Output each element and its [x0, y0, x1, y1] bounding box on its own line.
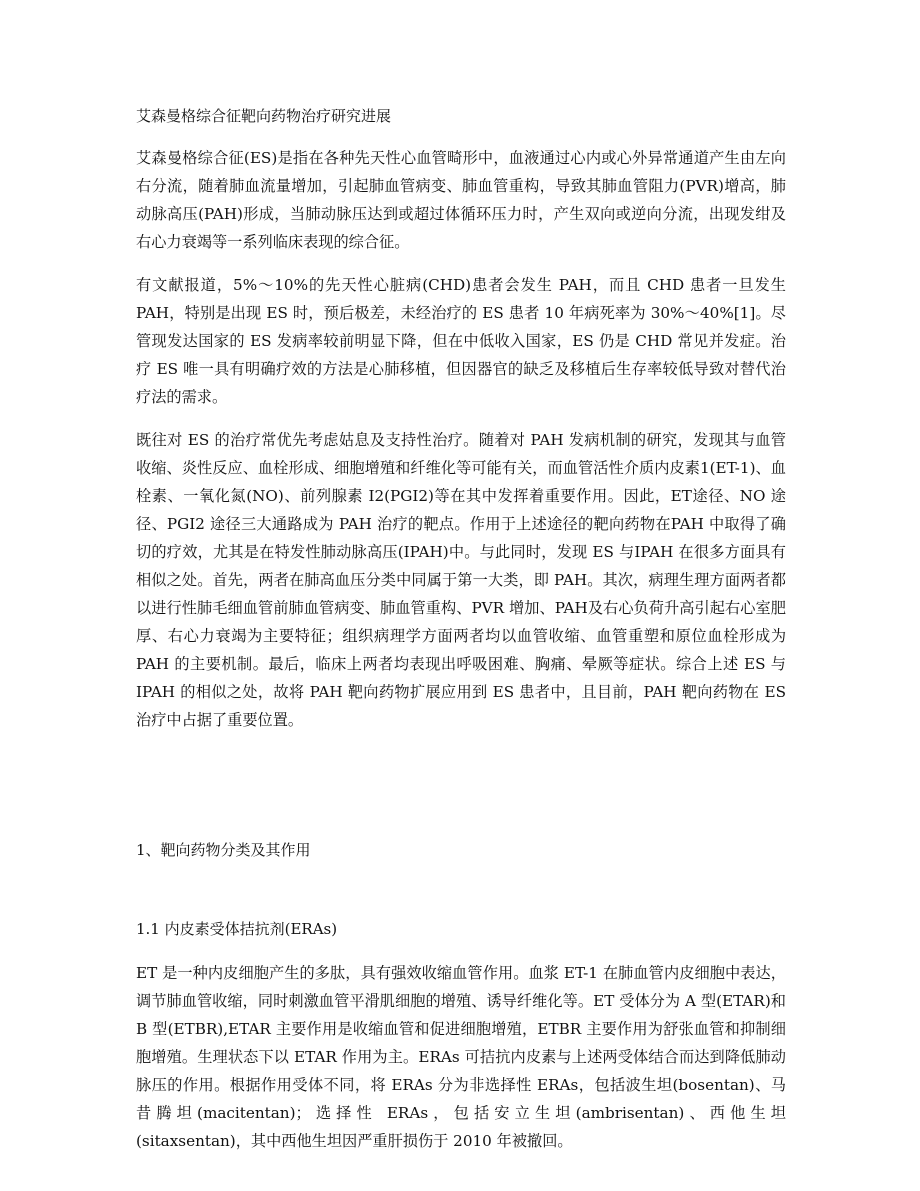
intro-paragraph-treatment: 既往对 ES 的治疗常优先考虑姑息及支持性治疗。随着对 PAH 发病机制的研究，发现其与血管收缩、炎性反应、血栓形成、细胞增殖和纤维化等可能有关，而血管活性介质内皮素1(ET-1)、血栓素、一氧化氮(NO)、前列腺素 I2(PGI2)等在其中发挥着重要作用。因此，ET途径、NO 途径、PGI2 途径三大通路成为 PAH 治疗的靶点。作用于上述途径的靶向药物在PAH 中取得了确切的疗效，尤其是在特发性肺动脉高压(IPAH)中。与此同时，发现 ES 与IPAH 在很多方面具有相似之处。首先，两者在肺高血压分类中同属于第一大类，即 PAH。其次，病理生理方面两者都以进行性肺毛细血管前肺血管病变、肺血管重构、PVR 增加、PAH及右心负荷升高引起右心室肥厚、右心力衰竭为主要特征；组织病理学方面两者均以血管收缩、血管重塑和原位血栓形成为 PAH 的主要机制。最后，临床上两者均表现出呼吸困难、胸痛、晕厥等症状。综合上述 ES 与 IPAH 的相似之处，故将 PAH 靶向药物扩展应用到 ES 患者中，且目前，PAH 靶向药物在 ES 治疗中占据了重要位置。	[136, 431, 786, 729]
section-heading-1: 1、靶向药物分类及其作用	[136, 841, 311, 859]
document-title: 艾森曼格综合征靶向药物治疗研究进展	[136, 107, 392, 125]
document-body	[136, 105, 786, 1155]
era-paragraph: ET 是一种内皮细胞产生的多肽，具有强效收缩血管作用。血浆 ET-1 在肺血管内皮细胞中表达，调节肺血管收缩，同时刺激血管平滑肌细胞的增殖、诱导纤维化等。ET 受体分为 A 型(ETAR)和 B 型(ETBR),ETAR 主要作用是收缩血管和促进细胞增殖，ETBR 主要作用为舒张血管和抑制细胞增殖。生理状态下以 ETAR 作用为主。ERAs 可拮抗内皮素与上述两受体结合而达到降低肺动脉压的作用。根据作用受体不同，将 ERAs 分为非选择性 ERAs，包括波生坦(bosentan)、马昔腾坦(macitentan)；选择性 ERAs，包括安立生坦(ambrisentan)、西他生坦(sitaxsentan)，其中西他生坦因严重肝损伤于 2010 年被撤回。	[136, 964, 786, 1150]
intro-paragraph-epidemiology: 有文献报道，5%～10%的先天性心脏病(CHD)患者会发生 PAH，而且 CHD 患者一旦发生 PAH，特别是出现 ES 时，预后极差，未经治疗的 ES 患者 10 年病死率为 30%～40%[1]。尽管现发达国家的 ES 发病率较前明显下降，但在中低收入国家，ES 仍是 CHD 常见并发症。治疗 ES 唯一具有明确疗效的方法是心肺移植，但因器官的缺乏及移植后生存率较低导致对替代治疗法的需求。	[136, 276, 786, 406]
intro-paragraph-definition: 艾森曼格综合征(ES)是指在各种先天性心血管畸形中，血液通过心内或心外异常通道产生由左向右分流，随着肺血流量增加，引起肺血管病变、肺血管重构，导致其肺血管阻力(PVR)增高，肺动脉高压(PAH)形成，当肺动脉压达到或超过体循环压力时，产生双向或逆向分流，出现发绀及右心力衰竭等一系列临床表现的综合征。	[136, 149, 786, 251]
section-heading-1-1: 1.1 内皮素受体拮抗剂(ERAs)	[136, 920, 338, 938]
